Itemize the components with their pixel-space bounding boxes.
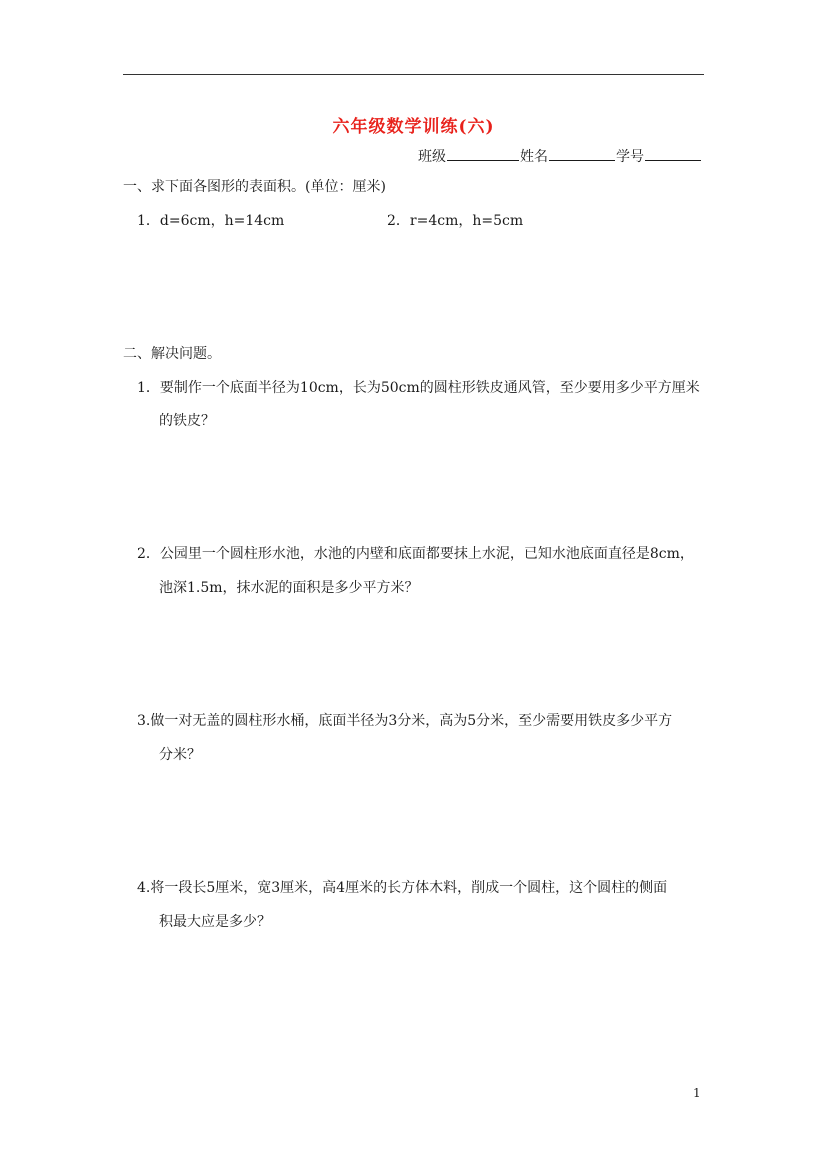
- id-blank: [645, 147, 701, 161]
- page-number: 1: [693, 1086, 701, 1100]
- question-2-line-1: 2．公园里一个圆柱形水池，水池的内壁和底面都要抹上水泥，已知水池底面直径是8cm，: [137, 546, 694, 562]
- question-1-line-1: 1．要制作一个底面半径为10cm，长为50cm的圆柱形铁皮通风管，至少要用多少平方厘米: [137, 380, 700, 396]
- class-blank: [447, 147, 519, 161]
- question-2-line-2: 池深1.5m，抹水泥的面积是多少平方米？: [159, 580, 419, 596]
- question-4-line-2: 积最大应是多少？: [159, 914, 271, 930]
- question-3-line-1: 3.做一对无盖的圆柱形水桶，底面半径为3分米，高为5分米，至少需要用铁皮多少平方: [137, 713, 673, 729]
- question-3-line-2: 分米？: [159, 747, 201, 763]
- page-title: 六年级数学训练(六): [332, 117, 495, 137]
- section1-heading: 一、求下面各图形的表面积。(单位：厘米): [123, 179, 386, 195]
- section1-item-2: 2．r=4cm，h=5cm: [387, 213, 524, 229]
- section1-item-1: 1．d=6cm，h=14cm: [137, 213, 285, 229]
- header-rule: [123, 74, 704, 75]
- question-4-line-1: 4.将一段长5厘米，宽3厘米，高4厘米的长方体木料，削成一个圆柱，这个圆柱的侧面: [137, 880, 668, 896]
- id-label: 学号: [616, 149, 644, 165]
- name-blank: [549, 147, 615, 161]
- question-1-line-2: 的铁皮？: [159, 413, 215, 429]
- name-label: 姓名: [520, 149, 548, 165]
- class-label: 班级: [418, 149, 446, 165]
- student-info-line: [418, 146, 702, 166]
- section2-heading: 二、解决问题。: [123, 346, 221, 362]
